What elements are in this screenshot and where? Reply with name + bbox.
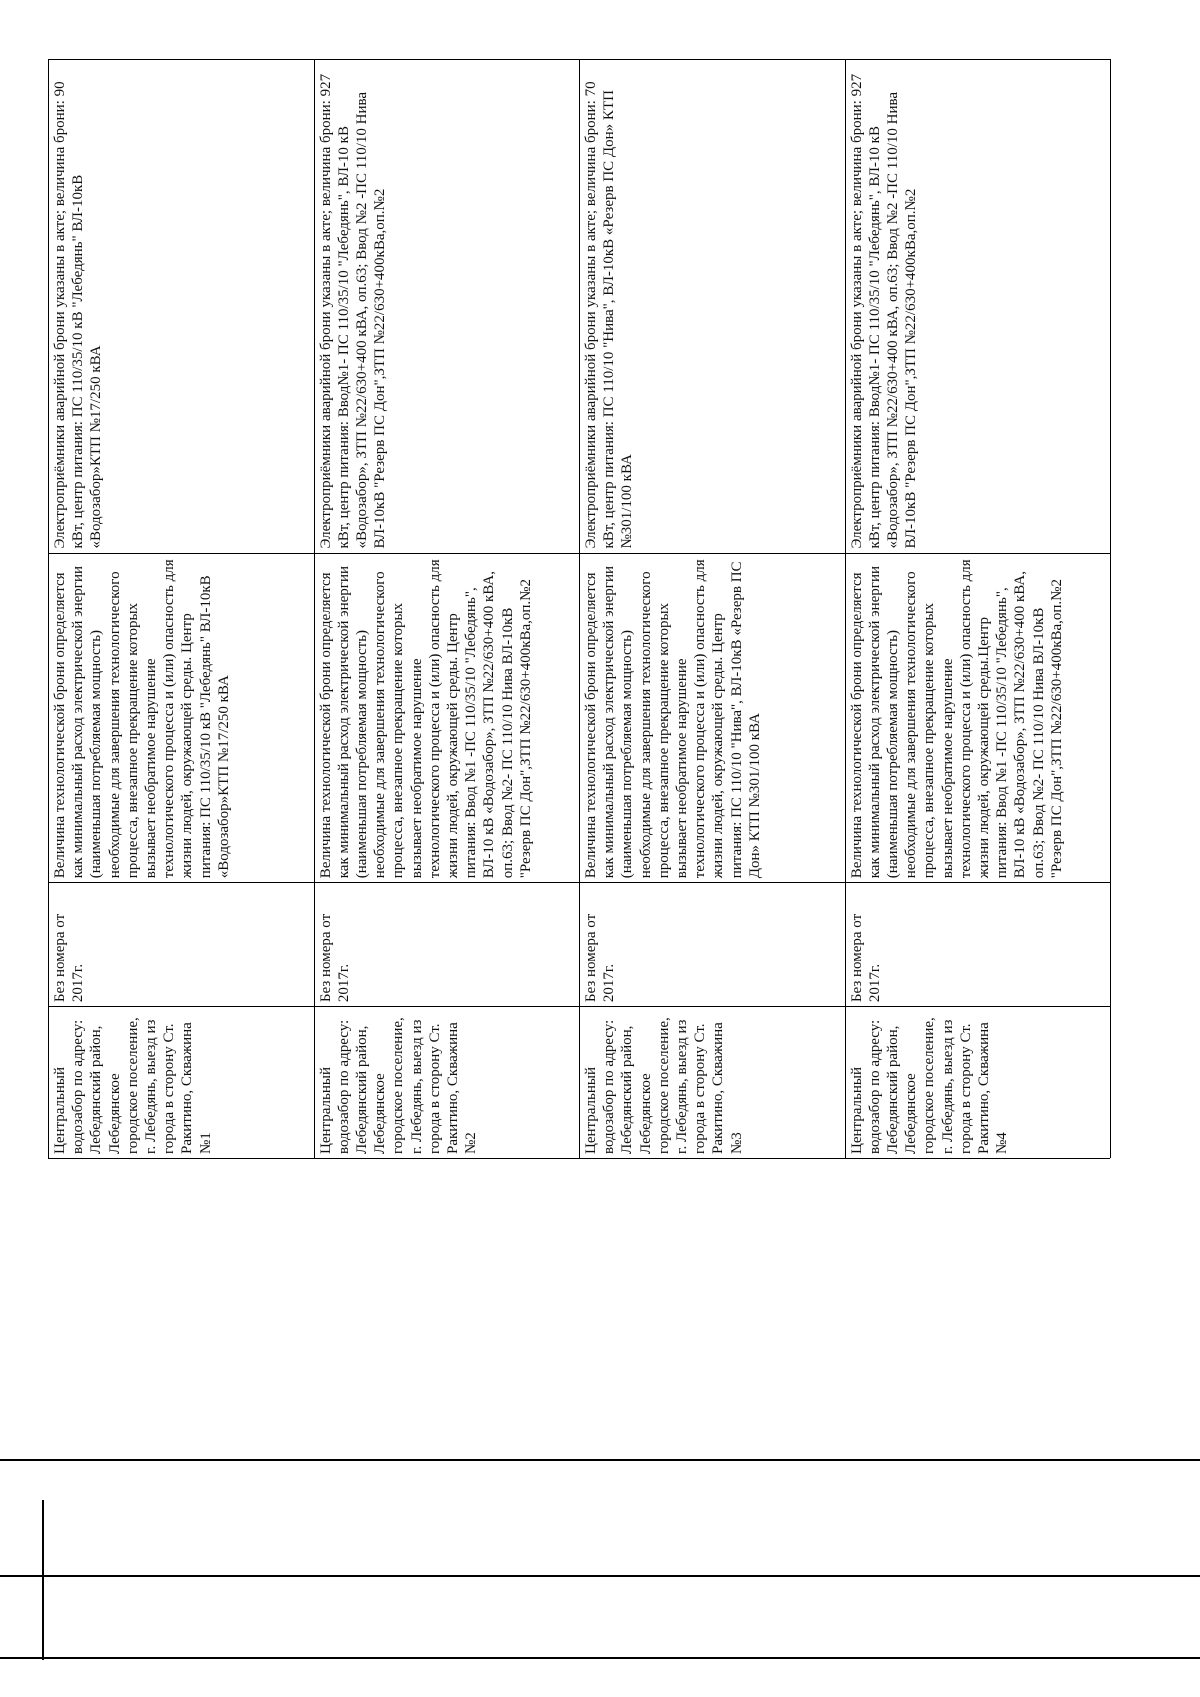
emergency-reserve-cell: Электроприёмники аварийной брони указаны в акте; величина брони: 927 кВт, центр питания: Ввод№1- ПС 110/35/10 "Лебедянь", ВЛ-10 кВ «Водозабор», ЗТП №22/630+400 кВА, оп.63; Ввод №2 -ПС 110/10 Нива ВЛ-10кВ "Резерв ПС Дон",ЗТП №22/630+400кВа,оп.№2 [846,59,1111,553]
act-cell: Без номера от 2017г. [49,882,314,1006]
tech-reserve-cell: Величина технологической брони определяется как минимальный расход электрической энергии (наименьшая потребляемая мощность) необходимые для завершения технологического процесса, внезапное прекращение которых вызывает необратимое нарушение технологического процесса и (или) опасность для жизни людей, окружающей среды.Центр питания: Ввод №1 -ПС 110/35/10 "Лебедянь", ВЛ-10 кВ «Водозабор», ЗТП №22/630+400 кВА, оп.63; Ввод №2- ПС 110/10 Нива ВЛ-10кВ "Резерв ПС Дон",ЗТП №22/630+400кВа,оп.№2 [846,553,1111,883]
object-cell: Центральный водозабор по адресу: Лебедянский район, Лебедянское городское поселение, г. Лебедянь, выезд из города в сторону Ст. Ракитино, Скважина №1 [49,1006,314,1158]
table-row [49,59,315,1158]
margin-line [42,1500,44,1660]
emergency-reserve-cell: Электроприёмники аварийной брони указаны в акте; величина брони: 90 кВт, центр питания: ПС 110/35/10 кВ "Лебедянь" ВЛ-10кВ «Водозабор»КТП №17/250 кВА [49,59,314,553]
rule-line [0,1657,1200,1659]
table-row [580,59,846,1158]
tech-reserve-cell: Величина технологической брони определяется как минимальный расход электрической энергии (наименьшая потребляемая мощность) необходимые для завершения технологического процесса, внезапное прекращение которых вызывает необратимое нарушение технологического процесса и (или) опасность для жизни людей, окружающей среды. Центр питания: ПС 110/10 "Нива", ВЛ-10кВ «Резерв ПС Дон» КТП №301/100 кВА [580,553,845,883]
table-row [846,59,1112,1158]
tech-reserve-cell: Величина технологической брони определяется как минимальный расход электрической энергии (наименьшая потребляемая мощность) необходимые для завершения технологического процесса, внезапное прекращение которых вызывает необратимое нарушение технологического процесса и (или) опасность для жизни людей, окружающей среды. Центр питания: ПС 110/35/10 кВ "Лебедянь" ВЛ-10кВ «Водозабор»КТП №17/250 кВА [49,553,314,883]
act-cell: Без номера от 2017г. [846,882,1111,1006]
emergency-reserve-cell: Электроприёмники аварийной брони указаны в акте; величина брони: 927 кВт, центр питания: Ввод№1- ПС 110/35/10 "Лебедянь", ВЛ-10 кВ «Водозабор», ЗТП №22/630+400 кВА, оп.63; Ввод №2 -ПС 110/10 Нива ВЛ-10кВ "Резерв ПС Дон",ЗТП №22/630+400кВа,оп.№2 [315,59,580,553]
object-cell: Центральный водозабор по адресу: Лебедянский район, Лебедянское городское поселение, г. Лебедянь, выезд из города в сторону Ст. Ракитино, Скважина №2 [315,1006,580,1158]
object-cell: Центральный водозабор по адресу: Лебедянский район, Лебедянское городское поселение, г. Лебедянь, выезд из города в сторону Ст. Ракитино, Скважина №3 [580,1006,845,1158]
power-reserve-table [48,59,1110,1159]
emergency-reserve-cell: Электроприёмники аварийной брони указаны в акте; величина брони: 70 кВт, центр питания: ПС 110/10 "Нива", ВЛ-10кВ «Резерв ПС Дон» КТП №301/100 кВА [580,59,845,553]
act-cell: Без номера от 2017г. [580,882,845,1006]
table-row [315,59,581,1158]
act-cell: Без номера от 2017г. [315,882,580,1006]
rule-line [0,1459,1200,1461]
rule-line [0,1575,1200,1577]
object-cell: Центральный водозабор по адресу: Лебедянский район, Лебедянское городское поселение, г. Лебедянь, выезд из города в сторону Ст. Ракитино, Скважина №4 [846,1006,1111,1158]
tech-reserve-cell: Величина технологической брони определяется как минимальный расход электрической энергии (наименьшая потребляемая мощность) необходимые для завершения технологического процесса, внезапное прекращение которых вызывает необратимое нарушение технологического процесса и (или) опасность для жизни людей, окружающей среды. Центр питания: Ввод №1 -ПС 110/35/10 "Лебедянь", ВЛ-10 кВ «Водозабор», ЗТП №22/630+400 кВА, оп.63; Ввод №2- ПС 110/10 Нива ВЛ-10кВ "Резерв ПС Дон",ЗТП №22/630+400кВа,оп.№2 [315,553,580,883]
